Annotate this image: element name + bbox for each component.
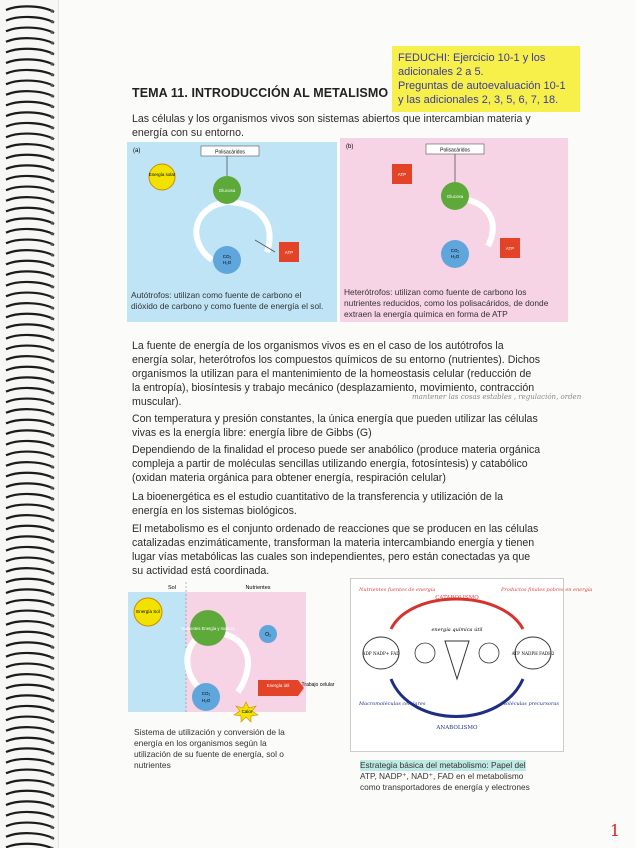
energy-caption-4: nutrientes xyxy=(134,760,171,770)
binding-hole xyxy=(50,624,53,627)
intro-line-2: energía con su entorno. xyxy=(132,127,244,139)
binding-hole xyxy=(50,62,53,65)
spiral-ring xyxy=(6,271,54,277)
binding-hole xyxy=(50,359,53,362)
metabolism-caption-2: ATP, NADP⁺, NAD⁺, FAD en el metabolismo xyxy=(360,771,524,781)
spiral-ring xyxy=(6,229,54,235)
autotroph-caption-2: dióxido de carbono y como fuente de energía el sol. xyxy=(131,301,324,311)
energy-caption-1: Sistema de utilización y conversión de la xyxy=(134,727,285,737)
anabolismo-label: ANABOLISMO xyxy=(436,725,478,731)
spiral-ring xyxy=(6,823,54,829)
spiral-ring xyxy=(6,579,54,585)
page-number: 1 xyxy=(609,821,620,840)
spiral-ring xyxy=(6,123,54,129)
binding-hole xyxy=(50,349,53,352)
spiral-ring xyxy=(6,293,54,299)
co2-circle-c xyxy=(192,683,220,711)
binding-hole xyxy=(50,243,53,246)
binding-hole xyxy=(50,105,53,108)
binding-hole xyxy=(50,709,53,712)
atp-top-label: ATP xyxy=(397,172,407,177)
para1-line-3: organismos la utilizan para el mantenimiento de la homeostasis celular (reducción de xyxy=(132,368,532,380)
binding-hole xyxy=(50,253,53,256)
binding-hole xyxy=(50,137,53,140)
spiral-ring xyxy=(6,505,54,511)
spiral-ring xyxy=(6,112,54,118)
binding-hole xyxy=(50,444,53,447)
binding-hole xyxy=(50,84,53,87)
spiral-ring xyxy=(6,356,54,362)
binding-hole xyxy=(50,200,53,203)
binding-hole xyxy=(50,614,53,617)
spiral-ring xyxy=(6,717,54,723)
atp-label-b: ATP xyxy=(505,246,515,251)
spiral-ring xyxy=(6,197,54,203)
spiral-ring xyxy=(6,176,54,182)
note-line-1: FEDUCHI: Ejercicio 10-1 y los xyxy=(398,52,546,64)
spiral-ring xyxy=(6,833,54,839)
binding-hole xyxy=(50,402,53,405)
binding-hole xyxy=(50,391,53,394)
binding-hole xyxy=(50,31,53,34)
binding-hole xyxy=(50,158,53,161)
binding-hole xyxy=(50,804,53,807)
spiral-ring xyxy=(6,748,54,754)
spiral-ring xyxy=(6,664,54,670)
spiral-ring xyxy=(6,134,54,140)
energia-util-label: Energía útil xyxy=(266,683,290,688)
para3-line-3: (oxidan materia orgánica para obtener energía, respiración celular) xyxy=(132,472,446,484)
atp-label-a: ATP xyxy=(284,250,294,255)
para1-line-1: La fuente de energía de los organismos vivos es en el caso de los autótrofos la xyxy=(132,340,504,352)
right-bottom-note: Moléculas precursoras xyxy=(501,701,559,707)
binding-hole xyxy=(50,465,53,468)
spiral-ring xyxy=(6,611,54,617)
spiral-ring xyxy=(6,187,54,193)
binding-hole xyxy=(50,412,53,415)
binding-hole xyxy=(50,762,53,765)
para5-line-1: El metabolismo es el conjunto ordenado de reacciones que se producen en las células xyxy=(132,523,539,535)
spiral-ring xyxy=(6,589,54,595)
spiral-ring xyxy=(6,685,54,691)
page-title: TEMA 11. INTRODUCCIÓN AL METALISMO xyxy=(132,86,389,100)
binding-hole xyxy=(50,836,53,839)
metabolism-caption-1: Estrategia básica del metabolismo: Papel del xyxy=(360,760,526,770)
binding-hole xyxy=(50,285,53,288)
anabolism-arrow xyxy=(391,679,523,717)
figure-autotrophs xyxy=(127,142,337,322)
binding-hole xyxy=(50,667,53,670)
spiral-ring xyxy=(6,695,54,701)
binding-hole xyxy=(50,582,53,585)
binding-hole xyxy=(50,645,53,648)
spiral-ring xyxy=(6,441,54,447)
spiral-ring xyxy=(6,240,54,246)
spiral-ring xyxy=(6,399,54,405)
para1-line-2: energía solar, heterótrofos los compuestos químicos de su entorno (nutrientes). Dichos xyxy=(132,354,541,366)
binding-hole xyxy=(50,274,53,277)
spiral-ring xyxy=(6,801,54,807)
heterotroph-caption-2: nutrientes reducidos, como los polisacáridos, de donde xyxy=(344,298,549,308)
spiral-ring xyxy=(6,81,54,87)
spiral-ring xyxy=(6,218,54,224)
intro-line-1: Las células y los organismos vivos son sistemas abiertos que intercambian materia y xyxy=(132,113,531,125)
binding-hole xyxy=(50,773,53,776)
spiral-ring xyxy=(6,558,54,564)
nutrientes-mid-label: Nutrientes Energía y materia xyxy=(181,626,235,631)
binding-hole xyxy=(50,826,53,829)
funnel-arrow xyxy=(445,641,469,679)
autotroph-diagram xyxy=(127,142,337,287)
sol-header: Sol xyxy=(168,585,176,591)
heterotroph-caption xyxy=(340,284,568,323)
spiral-ring xyxy=(6,6,54,12)
binding-hole xyxy=(50,688,53,691)
energy-system-caption xyxy=(130,724,338,774)
binding-hole xyxy=(50,571,53,574)
note-line-4: y las adicionales 2, 3, 5, 6, 7, 18. xyxy=(398,94,559,106)
spiral-ring xyxy=(6,388,54,394)
binding-hole xyxy=(50,592,53,595)
left-bottom-note: Macromoléculas celulares xyxy=(359,701,426,707)
left-top-note: Nutrientes fuentes de energía xyxy=(359,587,436,593)
binding-hole xyxy=(50,433,53,436)
spiral-ring xyxy=(6,38,54,44)
spiral-ring xyxy=(6,526,54,532)
binding-hole xyxy=(50,94,53,97)
binding-hole xyxy=(50,168,53,171)
binding-hole xyxy=(50,635,53,638)
binding-hole xyxy=(50,327,53,330)
spiral-ring xyxy=(6,17,54,23)
binding-hole xyxy=(50,370,53,373)
autotroph-caption xyxy=(127,287,337,315)
spiral-ring xyxy=(6,314,54,320)
panel-label-b: (b) xyxy=(346,144,354,150)
o2-label: O₂ xyxy=(265,632,271,638)
spiral-ring xyxy=(6,155,54,161)
binding-hole xyxy=(50,306,53,309)
spiral-ring xyxy=(6,632,54,638)
spiral-ring xyxy=(6,70,54,76)
spiral-ring xyxy=(6,261,54,267)
binding-hole xyxy=(50,476,53,479)
binding-hole xyxy=(50,264,53,267)
binding-hole xyxy=(50,179,53,182)
spiral-ring xyxy=(6,844,54,848)
spiral-ring xyxy=(6,473,54,479)
binding-hole xyxy=(50,741,53,744)
binding-hole xyxy=(50,486,53,489)
para2-line-2: vivas es la energía libre: energía libre de Gibbs (G) xyxy=(132,427,372,439)
spiral-ring xyxy=(6,430,54,436)
spiral-ring xyxy=(6,335,54,341)
catabolismo-label: CATABOLISMO xyxy=(435,595,479,601)
binding-hole xyxy=(50,126,53,129)
autotroph-caption-1: Autótrofos: utilizan como fuente de carbono el xyxy=(131,290,302,300)
binding-hole xyxy=(50,317,53,320)
para5-line-2: catalizadas enzimáticamente, transforman la materia intercambiando energía y tienen xyxy=(132,537,535,549)
spiral-ring xyxy=(6,452,54,458)
para1-line-4: la entropía), biosíntesis y trabajo mecánico (desplazamiento, movimiento, contracción xyxy=(132,382,535,394)
energia-quimica-label: energía química útil xyxy=(431,627,483,633)
energy-caption-2: energía en los organismos según la xyxy=(134,738,267,748)
spiral-ring xyxy=(6,738,54,744)
nutrientes-header: Nutrientes xyxy=(245,585,271,591)
spiral-ring xyxy=(6,770,54,776)
binding-hole xyxy=(50,508,53,511)
note-line-2: adicionales 2 a 5. xyxy=(398,66,484,78)
spiral-ring xyxy=(6,324,54,330)
atp-circle-small xyxy=(479,643,499,663)
binding-hole xyxy=(50,529,53,532)
spiral-ring xyxy=(6,303,54,309)
atp-label-right: ATP NADPH FADH2 xyxy=(511,651,555,656)
spiral-ring xyxy=(6,91,54,97)
heterotroph-caption-1: Heterótrofos: utilizan como fuente de carbono los xyxy=(344,287,527,297)
heterotroph-diagram xyxy=(340,138,568,280)
spiral-binding xyxy=(0,0,58,848)
binding-hole xyxy=(50,147,53,150)
spiral-ring xyxy=(6,208,54,214)
binding-hole xyxy=(50,730,53,733)
h2o-label-b: H₂O xyxy=(450,254,460,259)
energia-sol-label: Energía Sol xyxy=(136,609,160,614)
binding-hole xyxy=(50,52,53,55)
binding-hole xyxy=(50,20,53,23)
polysaccharide-label-b: Polisacáridos xyxy=(440,147,470,154)
sun-icon xyxy=(149,164,175,190)
polysaccharide-label: Polisacáridos xyxy=(215,149,245,156)
spiral-ring xyxy=(6,674,54,680)
glucose-label-b: Glucosa xyxy=(446,194,464,199)
note-line-3: Preguntas de autoevaluación 10-1 xyxy=(398,80,566,92)
para3-line-2: compleja a partir de moléculas sencillas utilizando energía, fotosíntesis) y catabólico xyxy=(132,458,528,470)
para5-line-4: su actividad está coordinada. xyxy=(132,565,270,577)
panel-label-a: (a) xyxy=(133,148,141,154)
binding-hole xyxy=(50,656,53,659)
binding-hole xyxy=(50,9,53,12)
binding-hole xyxy=(50,783,53,786)
binding-hole xyxy=(50,539,53,542)
spiral-ring xyxy=(6,144,54,150)
figure-metabolism-strategy xyxy=(350,578,593,752)
spiral-ring xyxy=(6,102,54,108)
trabajo-label: Trabajo celular xyxy=(301,682,335,688)
co2-label-c: CO₂ xyxy=(201,691,211,696)
binding-hole xyxy=(50,497,53,500)
binding-hole xyxy=(50,815,53,818)
binding-hole xyxy=(50,550,53,553)
spiral-ring xyxy=(6,483,54,489)
binding-hole xyxy=(50,720,53,723)
handwritten-note: mantener las cosas estables , regulación, orden xyxy=(412,393,582,401)
binding-hole xyxy=(50,603,53,606)
spiral-ring xyxy=(6,28,54,34)
para5-line-3: lugar vías metabólicas las cuales son independientes, pero están conectadas ya que xyxy=(132,551,531,563)
para2-line-1: Con temperatura y presión constantes, la única energía que pueden utilizar las células xyxy=(132,413,538,425)
spiral-ring xyxy=(6,780,54,786)
spiral-ring xyxy=(6,59,54,65)
spiral-ring xyxy=(6,250,54,256)
binding-hole xyxy=(50,73,53,76)
binding-hole xyxy=(50,698,53,701)
binding-hole xyxy=(50,677,53,680)
metabolism-diagram xyxy=(351,579,593,751)
spiral-ring xyxy=(6,547,54,553)
spiral-ring xyxy=(6,727,54,733)
energy-caption-3: utilización de su fuente de energía, sol o xyxy=(134,749,284,759)
binding-hole xyxy=(50,794,53,797)
binding-hole xyxy=(50,561,53,564)
spiral-ring xyxy=(6,494,54,500)
assignment-note xyxy=(392,46,580,112)
h2o-label-c: H₂O xyxy=(201,698,211,703)
spiral-ring xyxy=(6,653,54,659)
para3-line-1: Dependiendo de la finalidad el proceso puede ser anabólico (produce materia orgánica xyxy=(132,444,541,456)
para1-line-5: muscular). xyxy=(132,396,182,408)
catabolism-arrow xyxy=(391,599,523,629)
spiral-ring xyxy=(6,377,54,383)
spiral-ring xyxy=(6,759,54,765)
binding-hole xyxy=(50,221,53,224)
para4-line-2: energía en los sistemas biológicos. xyxy=(132,505,297,517)
energy-sun-label: Energía solar xyxy=(148,172,176,177)
h2o-label-a: H₂O xyxy=(222,260,232,265)
spiral-ring xyxy=(6,600,54,606)
adp-circle-small xyxy=(415,643,435,663)
spiral-ring xyxy=(6,282,54,288)
binding-hole xyxy=(50,296,53,299)
spiral-ring xyxy=(6,165,54,171)
spiral-ring xyxy=(6,642,54,648)
metabolism-caption-3: como transportadores de energía y electrones xyxy=(360,782,530,792)
binding-hole xyxy=(50,41,53,44)
binding-hole xyxy=(50,338,53,341)
spiral-ring xyxy=(6,568,54,574)
glucose-label: Glucosa xyxy=(218,188,236,193)
spiral-ring xyxy=(6,420,54,426)
figure-energy-system xyxy=(128,582,333,722)
right-top-note: Productos finales pobres en energía xyxy=(501,587,593,593)
co2-label-a: CO₂ xyxy=(222,254,232,259)
binding-hole xyxy=(50,455,53,458)
spiral-ring xyxy=(6,812,54,818)
heterotroph-caption-3: extraen la energía química en forma de ATP xyxy=(344,309,508,319)
spiral-ring xyxy=(6,346,54,352)
binding-hole xyxy=(50,751,53,754)
binding-hole xyxy=(50,211,53,214)
spiral-ring xyxy=(6,462,54,468)
spiral-ring xyxy=(6,621,54,627)
spiral-ring xyxy=(6,409,54,415)
binding-hole xyxy=(50,518,53,521)
spiral-ring xyxy=(6,536,54,542)
para4-line-1: La bioenergética es el estudio cuantitativo de la transferencia y utilización de la xyxy=(132,491,504,503)
spiral-ring xyxy=(6,791,54,797)
binding-hole xyxy=(50,380,53,383)
co2-label-b: CO₂ xyxy=(450,248,460,253)
spiral-ring xyxy=(6,367,54,373)
binding-hole xyxy=(50,423,53,426)
binding-hole xyxy=(50,190,53,193)
spiral-ring xyxy=(6,706,54,712)
calor-label: Calor xyxy=(241,709,253,714)
spiral-ring xyxy=(6,49,54,55)
spiral-ring xyxy=(6,515,54,521)
binding-hole xyxy=(50,115,53,118)
adp-label-left: ADP NADP+ FAD xyxy=(362,651,400,656)
binding-hole xyxy=(50,232,53,235)
figure-heterotrophs xyxy=(340,138,568,322)
energy-system-diagram xyxy=(128,582,333,722)
metabolism-caption xyxy=(356,757,569,796)
